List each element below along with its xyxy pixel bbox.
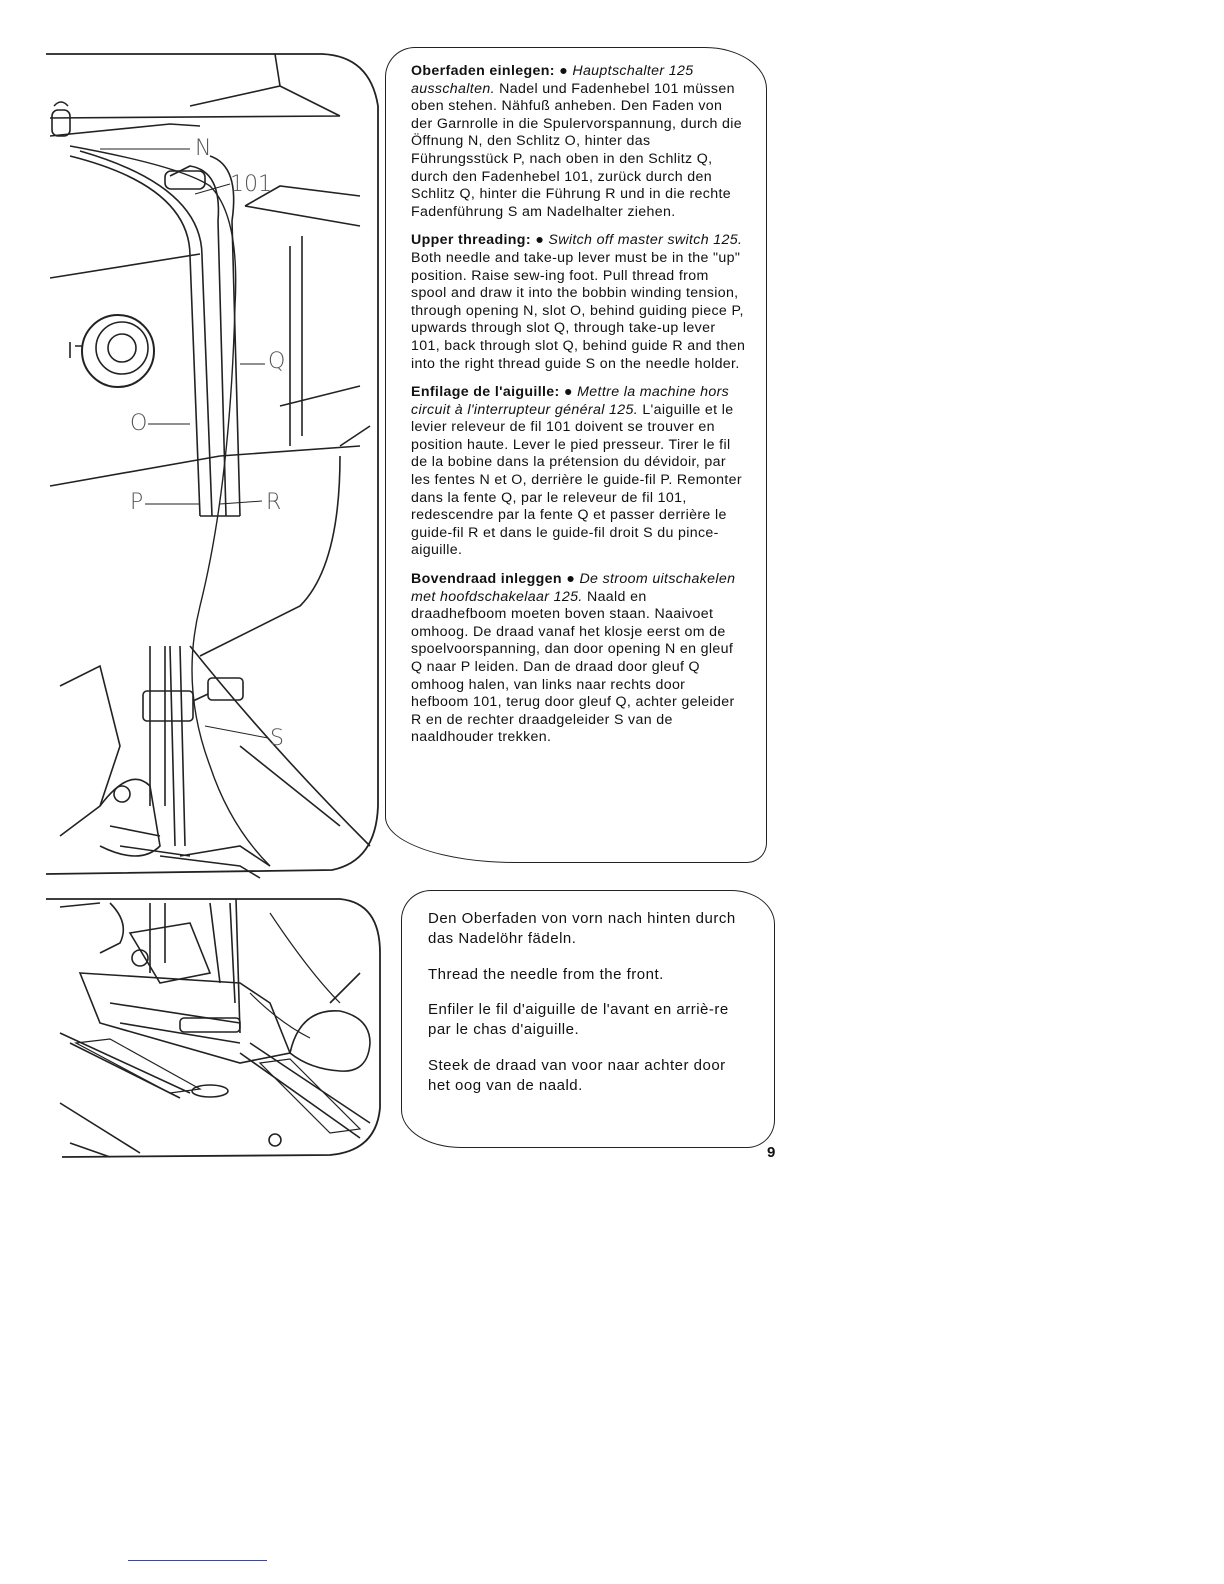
needle-eye-de: Den Oberfaden von vorn nach hinten durch das Nadelöhr fädeln. bbox=[428, 910, 736, 947]
section-de-title: Oberfaden einlegen: bbox=[411, 63, 555, 79]
needle-eye-box bbox=[401, 890, 775, 1148]
bullet-icon: ● bbox=[566, 571, 576, 588]
callout-n: N bbox=[195, 136, 212, 161]
section-fr-body: L'aiguille et le levier releveur de fil 101 doivent se trouver en position haute. Lever le pied presseur. Tirer le fil de la bobine dans la prétension du dévidoir, par les fentes N et O, derrière le guide-fil P. Remonter dans la fente Q, par le releveur de fil 101, redescendre par la fente Q et passer derrière le guide-fil R et dans le guide-fil droit S du pince-aiguille. bbox=[411, 401, 742, 559]
needle-eye-illustration bbox=[40, 893, 385, 1161]
section-fr-italic: Mettre la machine hors circuit à l'interrupteur général 125. bbox=[411, 384, 730, 418]
needle-eye-nl: Steek de draad van voor naar achter door het oog van de naald. bbox=[428, 1056, 726, 1094]
needle-eye-fr: Enfiler le fil d'aiguille de l'avant en arriè-re par le chas d'aiguille. bbox=[428, 1001, 729, 1039]
callout-s: S bbox=[270, 726, 284, 751]
callout-101: 101 bbox=[230, 172, 272, 197]
page-number: 9 bbox=[767, 1144, 776, 1161]
bullet-icon: ● bbox=[563, 384, 573, 401]
section-de bbox=[411, 63, 746, 221]
section-nl-italic: De stroom uitschakelen met hoofdschakelaar 125. bbox=[411, 571, 736, 605]
section-nl-body: Naald en draadhefboom moeten boven staan. Naaivoet omhoog. De draad vanaf het klosje eerst om de spoelvoorspanning, dan door opening N en gleuf Q naar P leiden. Dan de draad door gleuf Q omhoog halen, van links naar rechts door hefboom 101, terug door gleuf Q, achter geleider R en de rechter draadgeleider S van de naaldhouder trekken. bbox=[411, 588, 735, 746]
section-fr bbox=[411, 384, 746, 560]
section-en-italic: Switch off master switch 125. bbox=[548, 232, 743, 249]
section-en bbox=[411, 232, 746, 373]
section-en-body: Both needle and take-up lever must be in the "up" position. Raise sew-ing foot. Pull thread from spool and draw it into the bobbin winding tension, through opening N, slot O, behind guiding piece P, upwards through slot Q, through take-up lever 101, back through slot Q, behind guide R and then into the right thread guide S on the needle holder. bbox=[411, 249, 746, 372]
section-de-body: Nadel und Fadenhebel 101 müssen oben stehen. Nähfuß anheben. Den Faden von der Garnrolle in die Spulervorspannung, durch die Öffnung N, den Schlitz O, hinter das Führungsstück P, nach oben in den Schlitz Q, durch den Fadenhebel 101, zurück durch den Schlitz Q, hinter die Führung R und in die rechte Fadenführung S am Nadelhalter ziehen. bbox=[411, 80, 743, 220]
threading-illustration bbox=[40, 46, 385, 882]
footer-rule bbox=[128, 1560, 267, 1561]
section-en-title: Upper threading: bbox=[411, 232, 531, 249]
callout-q: Q bbox=[268, 349, 286, 374]
section-nl bbox=[411, 571, 746, 747]
bullet-icon: ● bbox=[535, 232, 545, 249]
callout-p: P bbox=[130, 490, 144, 515]
bullet-icon: ● bbox=[559, 63, 569, 79]
callout-o: O bbox=[130, 411, 148, 436]
section-nl-title: Bovendraad inleggen bbox=[411, 571, 562, 588]
needle-eye-en: Thread the needle from the front. bbox=[428, 965, 664, 983]
upper-threading-box bbox=[385, 47, 767, 863]
callout-r: R bbox=[266, 490, 282, 515]
section-de-italic: Hauptschalter 125 ausschalten. bbox=[411, 63, 694, 97]
section-fr-title: Enfilage de l'aiguille: bbox=[411, 384, 560, 401]
